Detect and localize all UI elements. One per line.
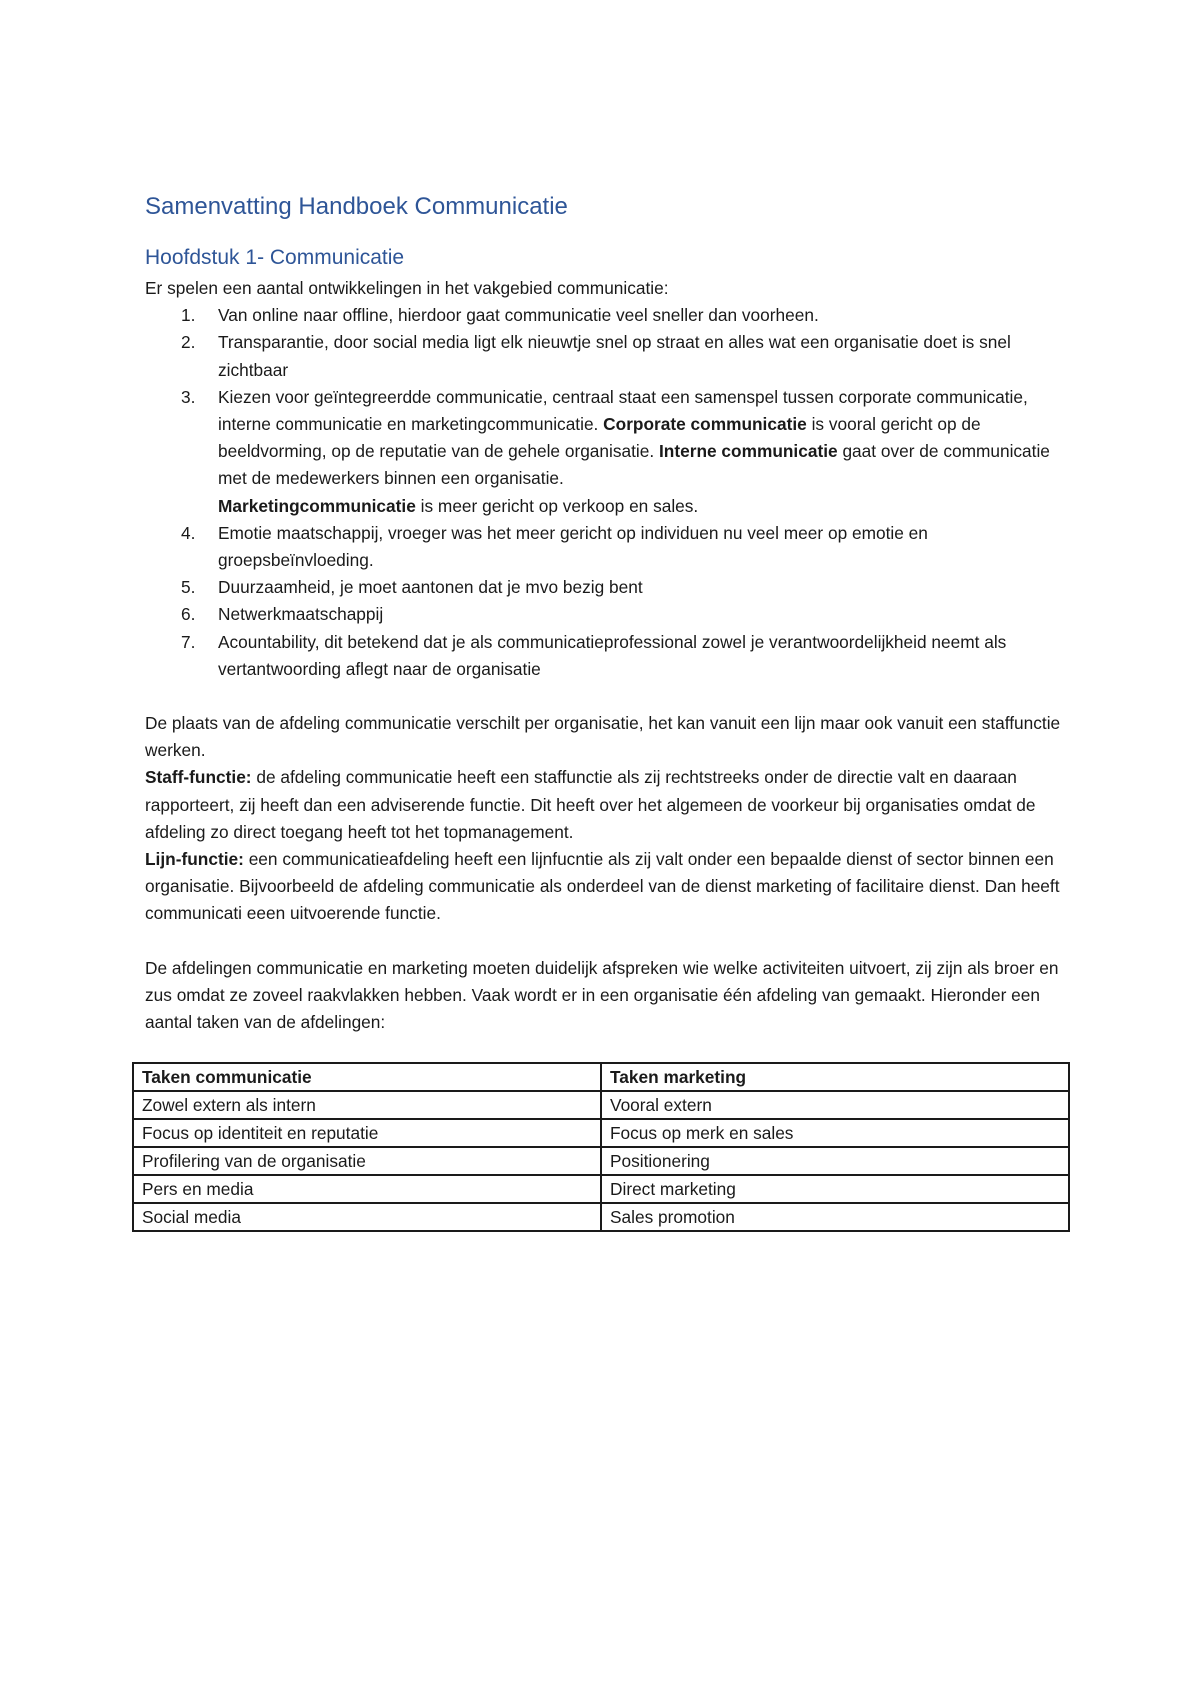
table-cell: Direct marketing: [601, 1175, 1069, 1203]
list-text: is meer gericht op verkoop en sales.: [420, 495, 699, 516]
departments-paragraph: De afdelingen communicatie en marketing moeten duidelijk afspreken wie welke activiteiten uitvoert, zij zijn als broer en zus omdat ze zoveel raakvlakken hebben. Vaak wordt er in een organisatie één afdeling van gemaakt. Hieronder een aantal taken van de afdelingen:: [145, 957, 1059, 1033]
table-row: [133, 1091, 1069, 1119]
table-cell: Positionering: [601, 1147, 1069, 1175]
developments-list: [145, 302, 1075, 683]
list-number: 2.: [181, 332, 196, 353]
list-text: gaat over de communicatie met de medewerkers binnen een organisatie.: [218, 441, 1050, 489]
list-item: [145, 302, 1075, 329]
list-text: Netwerkmaatschappij: [218, 604, 384, 625]
developments-intro: Er spelen een aantal ontwikkelingen in het vakgebied communicatie:: [145, 278, 669, 298]
term-marketingcommunicatie: Marketingcommunicatie: [218, 495, 416, 516]
list-item: [145, 629, 1075, 683]
table-row: [133, 1175, 1069, 1203]
list-text: Emotie maatschappij, vroeger was het meer gericht op individuen nu veel meer op emotie en groepsbeïnvloeding.: [218, 522, 928, 571]
table-header-row: [133, 1063, 1069, 1091]
spacer: [145, 683, 1075, 710]
placement-intro: De plaats van de afdeling communicatie verschilt per organisatie, het kan vanuit een lijn maar ook vanuit een staffunctie werken.: [145, 713, 1061, 761]
table-row: [133, 1147, 1069, 1175]
table-cell: Focus op identiteit en reputatie: [133, 1119, 601, 1147]
list-number: 1.: [181, 305, 196, 326]
list-text: is vooral gericht op de beeldvorming, op de reputatie van de gehele organisatie.: [218, 414, 981, 462]
staff-function-text: de afdeling communicatie heeft een staffunctie als zij rechtstreeks onder de directie valt en daaraan rapporteert, zij heeft dan een adviserende functie. Dit heeft over het algemeen de voorkeur bij organisaties omdat de afdeling zo direct toegang heeft tot het topmanagement.: [145, 767, 1036, 842]
table-row: [133, 1119, 1069, 1147]
term-interne-communicatie: Interne communicatie: [659, 441, 838, 462]
list-number: 7.: [181, 631, 196, 652]
placement-paragraph: [145, 710, 1075, 928]
list-text: Kiezen voor geïntegreerdde communicatie, centraal staat een samenspel tussen corporate communicatie, interne communicatie en marketingcommunicatie.: [218, 386, 1028, 435]
list-item: [145, 601, 1075, 628]
spacer: [145, 928, 1075, 955]
list-item: [145, 574, 1075, 601]
table-cell: Profilering van de organisatie: [133, 1147, 601, 1175]
table-cell: Focus op merk en sales: [601, 1119, 1069, 1147]
table-cell: Zowel extern als intern: [133, 1091, 601, 1119]
table-header-cell: Taken communicatie: [133, 1063, 601, 1091]
list-text: Acountability, dit betekend dat je als communicatieprofessional zowel je verantwoordelijkheid neemt als vertantwoording aflegt naar de organisatie: [218, 631, 1007, 679]
list-text: Transparantie, door social media ligt elk nieuwtje snel op straat en alles wat een organisatie doet is snel zichtbaar: [218, 332, 1011, 380]
list-item: [145, 329, 1075, 383]
list-item: [145, 520, 1075, 574]
staff-function-label: Staff-functie:: [145, 767, 252, 788]
chapter-heading: Hoofdstuk 1- Communicatie: [145, 246, 405, 269]
line-function-label: Lijn-functie:: [145, 849, 244, 870]
tasks-table: [132, 1062, 1070, 1232]
list-text: Van online naar offline, hierdoor gaat communicatie veel sneller dan voorheen.: [218, 305, 819, 326]
list-number: 3.: [181, 386, 196, 407]
document-content: [142, 190, 1075, 1232]
document-title: Samenvatting Handboek Communicatie: [145, 193, 568, 220]
table-cell: Social media: [133, 1203, 601, 1231]
list-number: 4.: [181, 522, 196, 543]
list-item: [145, 384, 1075, 520]
table-row: [133, 1203, 1069, 1231]
list-number: 5.: [181, 577, 196, 598]
table-cell: Sales promotion: [601, 1203, 1069, 1231]
line-function-text: een communicatieafdeling heeft een lijnfucntie als zij valt onder een bepaalde dienst of sector binnen een organisatie. Bijvoorbeeld de afdeling communicatie als onderdeel van de dienst marketing of facilitaire dienst. Dan heeft communicati eeen uitvoerende functie.: [145, 849, 1060, 924]
table-cell: Vooral extern: [601, 1091, 1069, 1119]
table-header-cell: Taken marketing: [601, 1063, 1069, 1091]
term-corporate-communicatie: Corporate communicatie: [603, 414, 807, 435]
list-text: Duurzaamheid, je moet aantonen dat je mvo bezig bent: [218, 577, 643, 598]
table-cell: Pers en media: [133, 1175, 601, 1203]
list-number: 6.: [181, 604, 196, 625]
